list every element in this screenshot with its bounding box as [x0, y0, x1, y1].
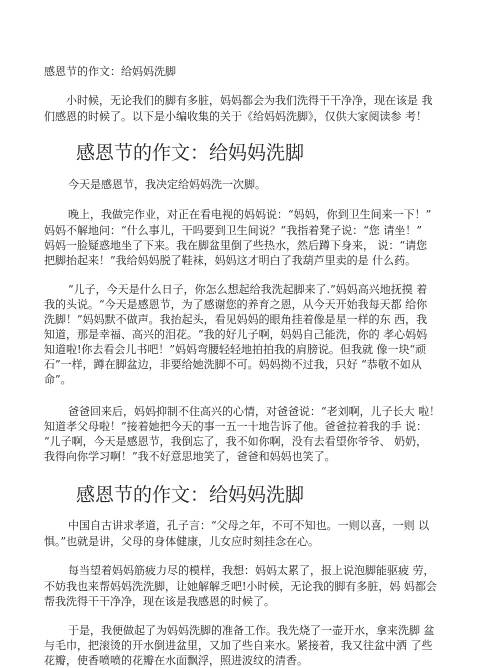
- text-line: 把脚抬起来！”我给妈妈脱了鞋袜，妈妈这才明白了我葫芦里卖的是 什么药。: [44, 254, 417, 267]
- text-line: “儿子啊，今天是感恩节，我倒忘了，我不如你啊，没有去看望你爷爷、 奶奶，: [44, 435, 428, 448]
- text-line: 石”一样，蹲在脚盆边，非要给她洗脚不可。妈妈拗不过我，只好 “恭敬不如从: [44, 358, 422, 371]
- text-line: 小时候，无论我们的脚有多脏，妈妈都会为我们洗得干干净净，现在该是 我: [66, 94, 433, 107]
- text-line: 不妨我也来帮妈妈洗洗脚，让她解解乏吧!小时候，无论我的脚有多脏，妈 妈都会: [44, 580, 437, 593]
- text-line: 惧。”也就是讲，父母的身体健康，儿女应时刻挂念在心。: [44, 535, 320, 548]
- essay-title: 感恩节的作文：给妈妈洗脚: [76, 142, 305, 164]
- text-line: 每当望着妈妈筋疲力尽的模样，我想：妈妈太累了，报上说泡脚能驱疲 劳，: [68, 564, 435, 577]
- text-line: 我的头说。“今天是感恩节，为了感谢您的养育之恩，从今天开始我每天都 给你: [44, 298, 428, 311]
- essay-title: 感恩节的作文：给妈妈洗脚: [76, 484, 305, 506]
- text-line: 妈妈不解地问：“什么事儿，干吗要到卫生间说？”我指着凳子说：“您 请坐！”: [44, 224, 422, 237]
- text-line: 命”。: [44, 373, 72, 386]
- text-line: 中国自古讲求孝道，孔子言：“父母之年，不可不知也。一则以喜，一则 以: [68, 519, 430, 532]
- text-line: 晚上，我做完作业，对正在看电视的妈妈说：“妈妈，你到卫生间来一下！”: [68, 208, 432, 221]
- text-line: 花瓣，使香喷喷的花瓣在水面飘浮，照进波纹的清香。: [44, 654, 308, 667]
- text-line: 与毛巾，把滚烫的开水倒进盆里，又加了些自来水。紧接着，我又往盆中洒 了些: [44, 639, 433, 652]
- header-line: 感恩节的作文：给妈妈洗脚: [44, 65, 176, 78]
- text-line: 洗脚！”妈妈默不做声。我抬起头，看见妈妈的眼角挂着像是星一样的东 西，我: [44, 313, 428, 326]
- text-line: 知道啦!你去看会儿书吧！”妈妈弯腰轻轻地拍拍我的肩膀说。但我就 像一块“顽: [44, 343, 427, 356]
- text-line: 帮我洗得干干净净，现在该是我感恩的时候了。: [44, 595, 275, 608]
- text-line: 于是，我便做起了为妈妈洗脚的准备工作。我先烧了一壶开水，拿来洗脚 盆: [68, 624, 435, 637]
- text-line: 今天是感恩节，我决定给妈妈洗一次脚。: [68, 178, 266, 191]
- text-line: 爸爸回来后，妈妈抑制不住高兴的心情，对爸爸说：“老刘啊，儿子长大 啦！: [68, 405, 441, 418]
- text-line: “儿子，今天是什么日子，你怎么想起给我洗起脚来了.”妈妈高兴地抚摸 着: [68, 283, 428, 296]
- text-line: 知道孝父母啦！”接着她把今天的事一五一十地告诉了他。爸爸拉着我的手 说：: [44, 420, 428, 433]
- text-line: 知道，那是幸福、高兴的泪花。“我的好儿子啊，妈妈自己能洗，你的 孝心妈妈: [44, 328, 428, 341]
- text-line: 妈妈一脸疑惑地坐了下来。我在脚盆里倒了些热水，然后蹲下身来， 说：“请您: [44, 239, 428, 252]
- text-line: 我得向你学习啊！”我不好意思地笑了，爸爸和妈妈也笑了。: [44, 450, 336, 463]
- text-line: 们感恩的时候了。以下是小编收集的关于《给妈妈洗脚》，仅供大家阅读参 考！: [44, 110, 427, 123]
